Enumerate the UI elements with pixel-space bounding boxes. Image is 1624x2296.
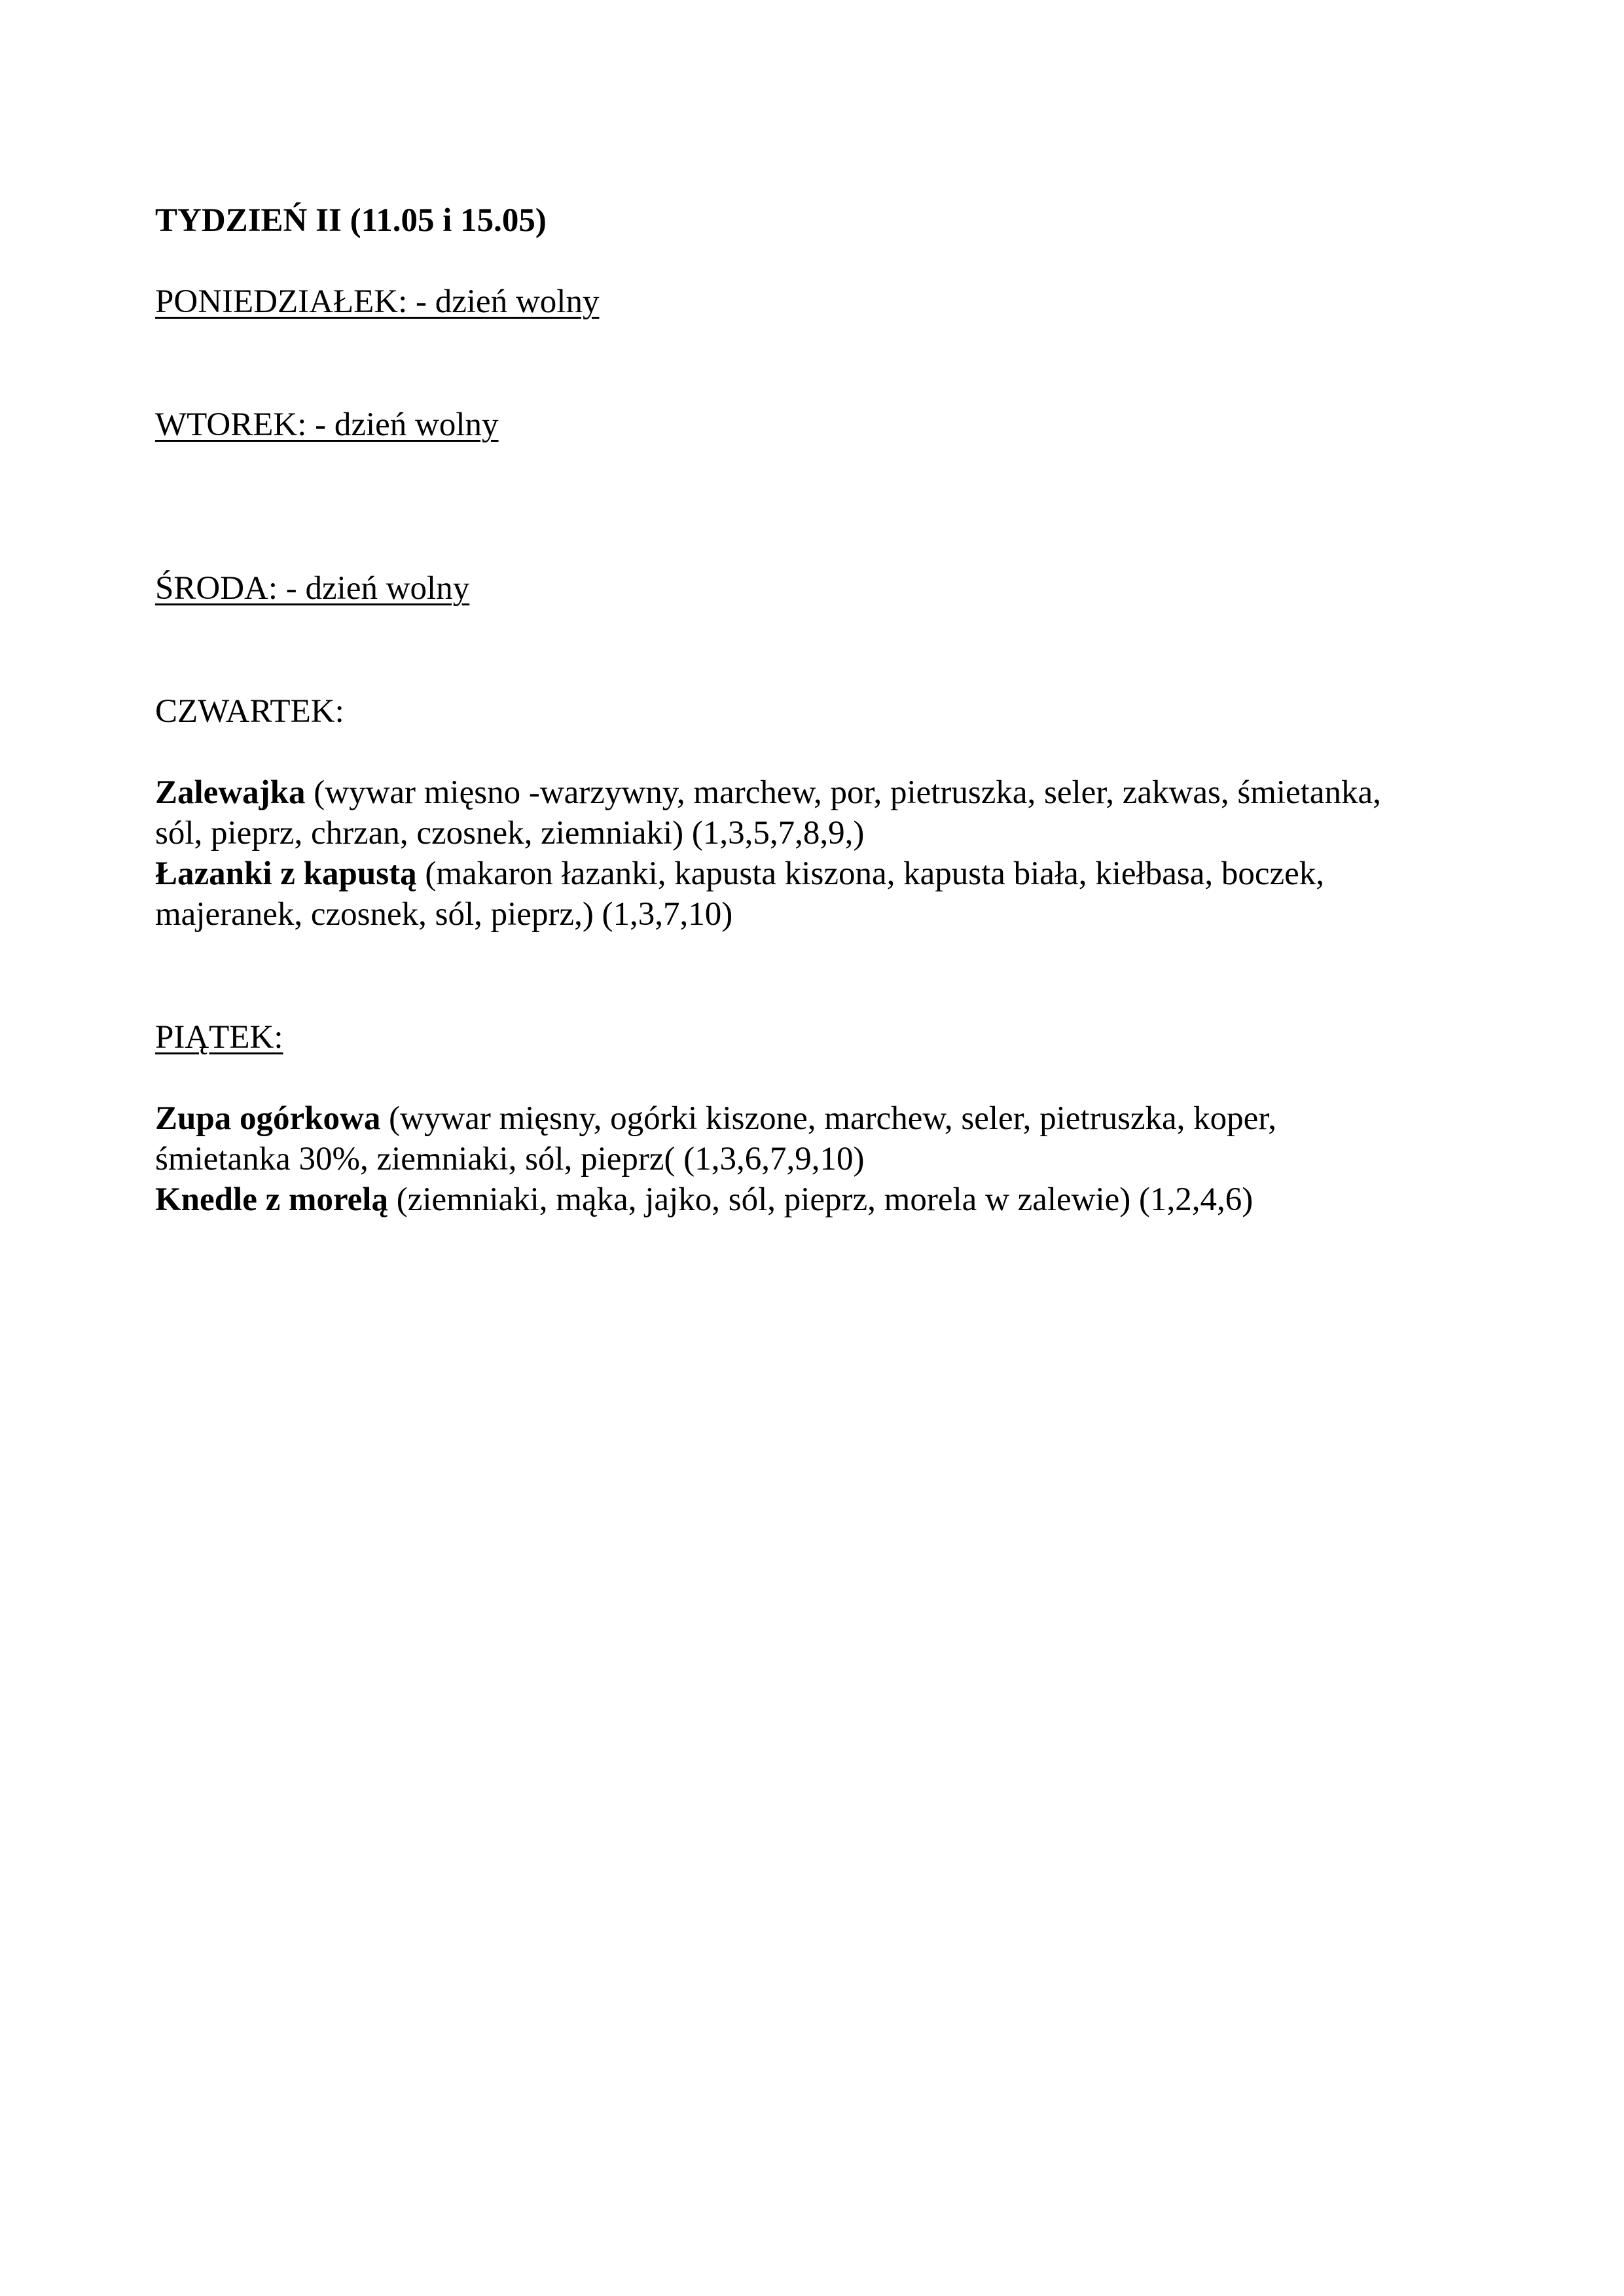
dish-name: Zupa ogórkowa (155, 1100, 381, 1137)
thursday-dish-1-cont: sól, pieprz, chrzan, czosnek, ziemniaki) (1,3,5,7,8,9,) (155, 815, 865, 852)
day-monday: PONIEDZIAŁEK: - dzień wolny (155, 283, 600, 320)
friday-dish-1-cont: śmietanka 30%, ziemniaki, sól, pieprz( (1,3,6,7,9,10) (155, 1141, 865, 1177)
dish-name: Zalewajka (155, 774, 306, 811)
friday-dish-2 (155, 1181, 1253, 1219)
page-title: TYDZIEŃ II (11.05 i 15.05) (155, 202, 547, 239)
thursday-dish-2-cont: majeranek, czosnek, sól, pieprz,) (1,3,7,10) (155, 896, 733, 933)
day-friday: PIĄTEK: (155, 1019, 283, 1056)
day-thursday: CZWARTEK: (155, 693, 344, 730)
day-wednesday: ŚRODA: - dzień wolny (155, 570, 470, 607)
dish-ingredients: (wywar mięsny, ogórki kiszone, marchew, seler, pietruszka, koper, (380, 1100, 1277, 1137)
thursday-dish-2 (155, 855, 1324, 893)
dish-ingredients: (wywar mięsno -warzywny, marchew, por, pietruszka, seler, zakwas, śmietanka, (305, 774, 1381, 811)
dish-ingredients: (ziemniaki, mąka, jajko, sól, pieprz, morela w zalewie) (1,2,4,6) (388, 1181, 1254, 1218)
day-tuesday: WTOREK: - dzień wolny (155, 406, 499, 443)
dish-ingredients: (makaron łazanki, kapusta kiszona, kapusta biała, kiełbasa, boczek, (416, 855, 1324, 892)
dish-name: Knedle z morelą (155, 1181, 388, 1218)
friday-dish-1 (155, 1100, 1276, 1138)
thursday-dish-1 (155, 774, 1381, 812)
dish-name: Łazanki z kapustą (155, 855, 417, 892)
